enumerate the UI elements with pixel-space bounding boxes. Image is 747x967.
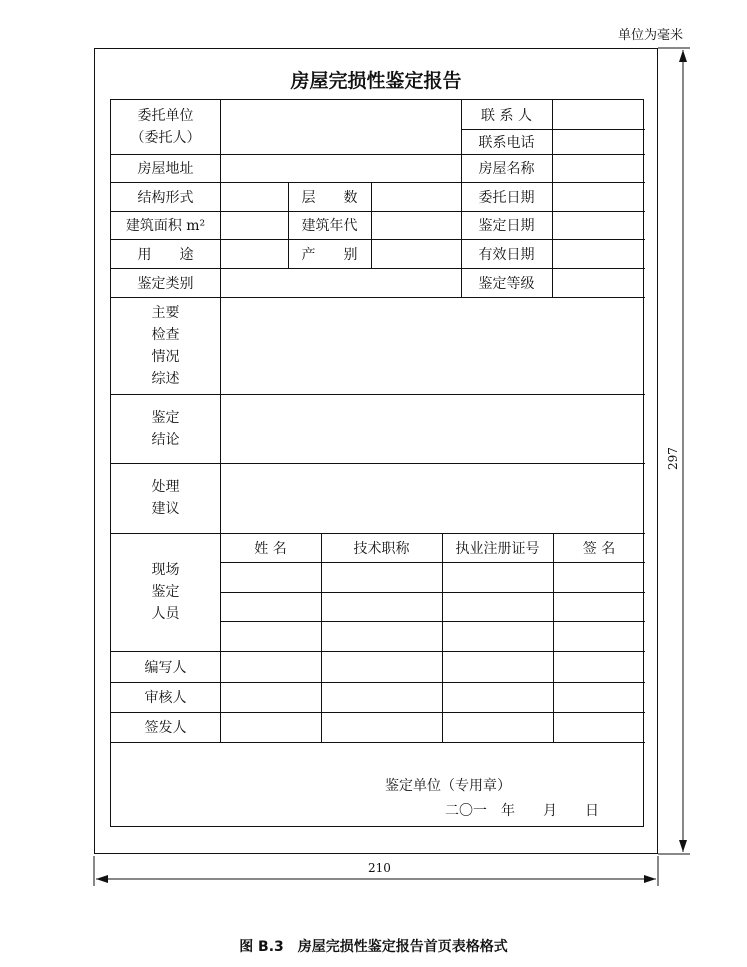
phone-label: 联系电话	[478, 134, 535, 151]
structure-label: 结构形式	[137, 189, 194, 206]
staff-header-signature: 签 名	[582, 540, 616, 557]
appraisal-unit-seal: 鉴定单位（专用章）	[385, 778, 511, 794]
inspection-summary-label: 主要 检查 情况 综述	[151, 304, 180, 387]
contact-label: 联 系 人	[481, 107, 532, 124]
client-label: 委托单位 （委托人）	[130, 108, 201, 146]
appraisal-grade-label: 鉴定等级	[478, 275, 535, 292]
appraisal-type-label: 鉴定类别	[137, 275, 194, 292]
appraisal-report-form	[110, 99, 644, 827]
issue-date-line: 二〇一 年 月 日	[445, 803, 599, 819]
address-label: 房屋地址	[137, 161, 194, 177]
property-type-label: 产 别	[301, 246, 358, 263]
valid-date-label: 有效日期	[478, 246, 535, 263]
writer-label: 编写人	[144, 659, 187, 676]
height-dimension-label: 297	[666, 447, 680, 470]
usage-label: 用 途	[137, 246, 194, 263]
form-title: 房屋完损性鉴定报告	[290, 70, 462, 92]
appraisal-date-label: 鉴定日期	[478, 218, 535, 234]
issuer-label: 签发人	[144, 720, 187, 736]
build-year-label: 建筑年代	[301, 218, 358, 234]
reviewer-label: 审核人	[144, 690, 187, 706]
width-dimension-label: 210	[368, 861, 391, 875]
unit-note: 单位为毫米	[618, 28, 684, 43]
conclusion-label: 鉴定 结论	[151, 409, 180, 448]
commission-date-label: 委托日期	[478, 189, 535, 206]
building-area-label: 建筑面积 m²	[125, 218, 206, 234]
staff-header-license: 执业注册证号	[455, 540, 540, 557]
onsite-staff-label: 现场 鉴定 人员	[151, 562, 180, 622]
suggestion-label: 处理 建议	[151, 479, 180, 517]
figure-caption: 图 B.3 房屋完损性鉴定报告首页表格格式	[239, 939, 508, 955]
floors-label: 层 数	[301, 189, 358, 206]
staff-header-title: 技术职称	[353, 540, 410, 557]
house-name-label: 房屋名称	[478, 161, 535, 177]
staff-header-name: 姓 名	[254, 540, 287, 557]
